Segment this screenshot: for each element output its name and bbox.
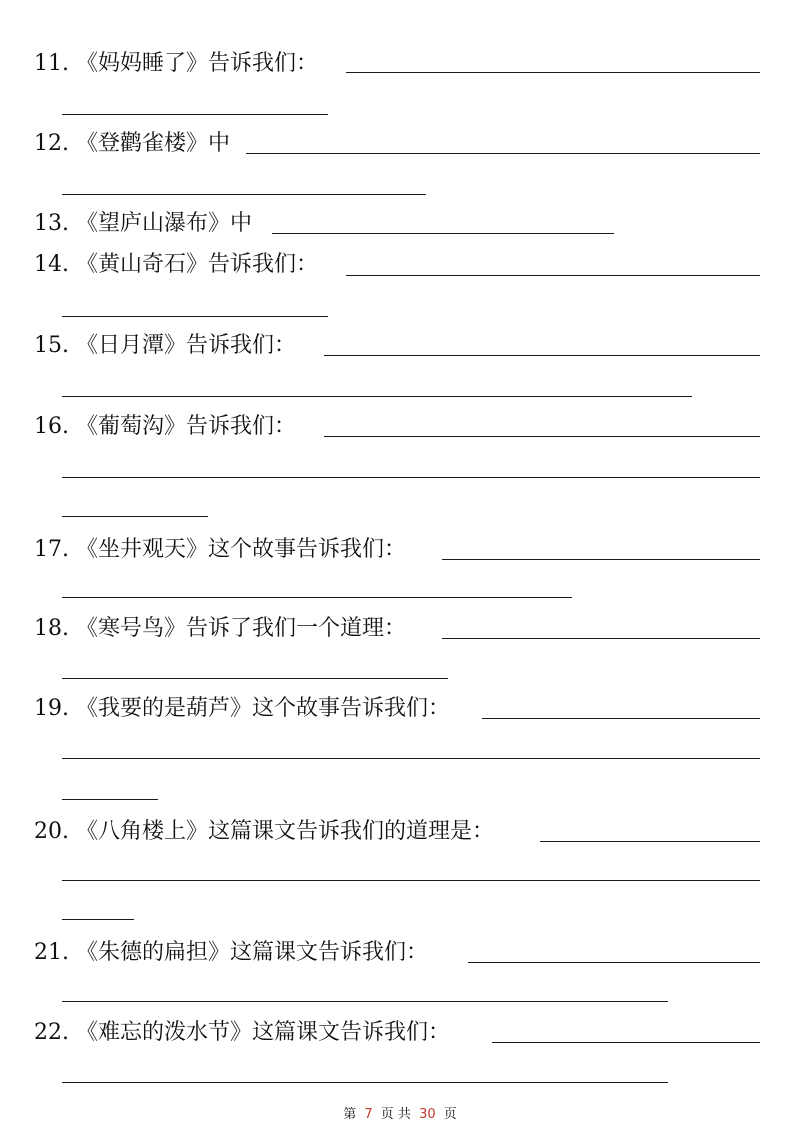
question-11 (34, 50, 318, 78)
answer-line-19-3[interactable] (62, 799, 158, 800)
answer-line-22-2[interactable] (62, 1082, 668, 1083)
question-number: 15. (34, 333, 69, 358)
footer-middle: 页 共 (380, 1107, 411, 1122)
question-text: 《寒号鸟》告诉了我们一个道理： (76, 616, 407, 641)
question-text: 《日月潭》告诉我们： (76, 333, 297, 358)
question-text: 《黄山奇石》告诉我们： (76, 252, 319, 277)
question-22 (34, 1019, 450, 1047)
question-number: 14. (34, 252, 69, 277)
question-number: 22. (34, 1020, 69, 1045)
answer-line-14-1[interactable] (346, 275, 760, 276)
answer-line-11-2[interactable] (62, 114, 328, 115)
answer-line-13-1[interactable] (272, 233, 614, 234)
answer-line-16-3[interactable] (62, 516, 208, 517)
question-number: 13. (34, 211, 69, 236)
answer-line-20-2[interactable] (62, 880, 760, 881)
answer-line-17-2[interactable] (62, 597, 572, 598)
current-page-number: 7 (364, 1107, 373, 1122)
answer-line-18-1[interactable] (442, 638, 760, 639)
footer-suffix: 页 (443, 1107, 457, 1122)
question-number: 18. (34, 616, 69, 641)
question-number: 20. (34, 819, 69, 844)
question-text: 《我要的是葫芦》这个故事告诉我们： (76, 696, 451, 721)
question-21 (34, 939, 428, 967)
question-number: 16. (34, 414, 69, 439)
question-text: 《八角楼上》这篇课文告诉我们的道理是： (76, 819, 495, 844)
question-text: 《葡萄沟》告诉我们： (76, 414, 297, 439)
answer-line-18-2[interactable] (62, 678, 448, 679)
answer-line-12-1[interactable] (246, 153, 760, 154)
question-19 (34, 695, 450, 723)
question-number: 12. (34, 131, 69, 156)
question-13 (34, 210, 252, 238)
answer-line-12-2[interactable] (62, 194, 426, 195)
question-20 (34, 818, 494, 846)
question-15 (34, 332, 296, 360)
question-17 (34, 536, 406, 564)
answer-line-15-2[interactable] (62, 396, 692, 397)
answer-line-22-1[interactable] (492, 1042, 760, 1043)
total-pages-number: 30 (419, 1107, 436, 1122)
question-text: 《望庐山瀑布》中 (76, 211, 253, 236)
answer-line-20-3[interactable] (62, 919, 134, 920)
answer-line-14-2[interactable] (62, 316, 328, 317)
question-text: 《朱德的扁担》这篇课文告诉我们： (76, 940, 429, 965)
question-number: 21. (34, 940, 69, 965)
question-number: 19. (34, 696, 69, 721)
answer-line-16-1[interactable] (324, 436, 760, 437)
question-12 (34, 130, 230, 158)
answer-line-11-1[interactable] (346, 72, 760, 73)
question-14 (34, 251, 318, 279)
answer-line-19-1[interactable] (482, 718, 760, 719)
answer-line-15-1[interactable] (324, 355, 760, 356)
answer-line-21-1[interactable] (468, 962, 760, 963)
page-footer (0, 1103, 800, 1122)
answer-line-21-2[interactable] (62, 1001, 668, 1002)
question-text: 《妈妈睡了》告诉我们： (76, 51, 319, 76)
question-number: 17. (34, 537, 69, 562)
question-text: 《坐井观天》这个故事告诉我们： (76, 537, 407, 562)
question-16 (34, 413, 296, 441)
question-18 (34, 615, 406, 643)
footer-prefix: 第 (343, 1107, 357, 1122)
answer-line-16-2[interactable] (62, 477, 760, 478)
question-text: 《难忘的泼水节》这篇课文告诉我们： (76, 1020, 451, 1045)
question-number: 11. (34, 51, 69, 76)
question-text: 《登鹳雀楼》中 (76, 131, 231, 156)
answer-line-20-1[interactable] (540, 841, 760, 842)
answer-line-17-1[interactable] (442, 559, 760, 560)
answer-line-19-2[interactable] (62, 758, 760, 759)
